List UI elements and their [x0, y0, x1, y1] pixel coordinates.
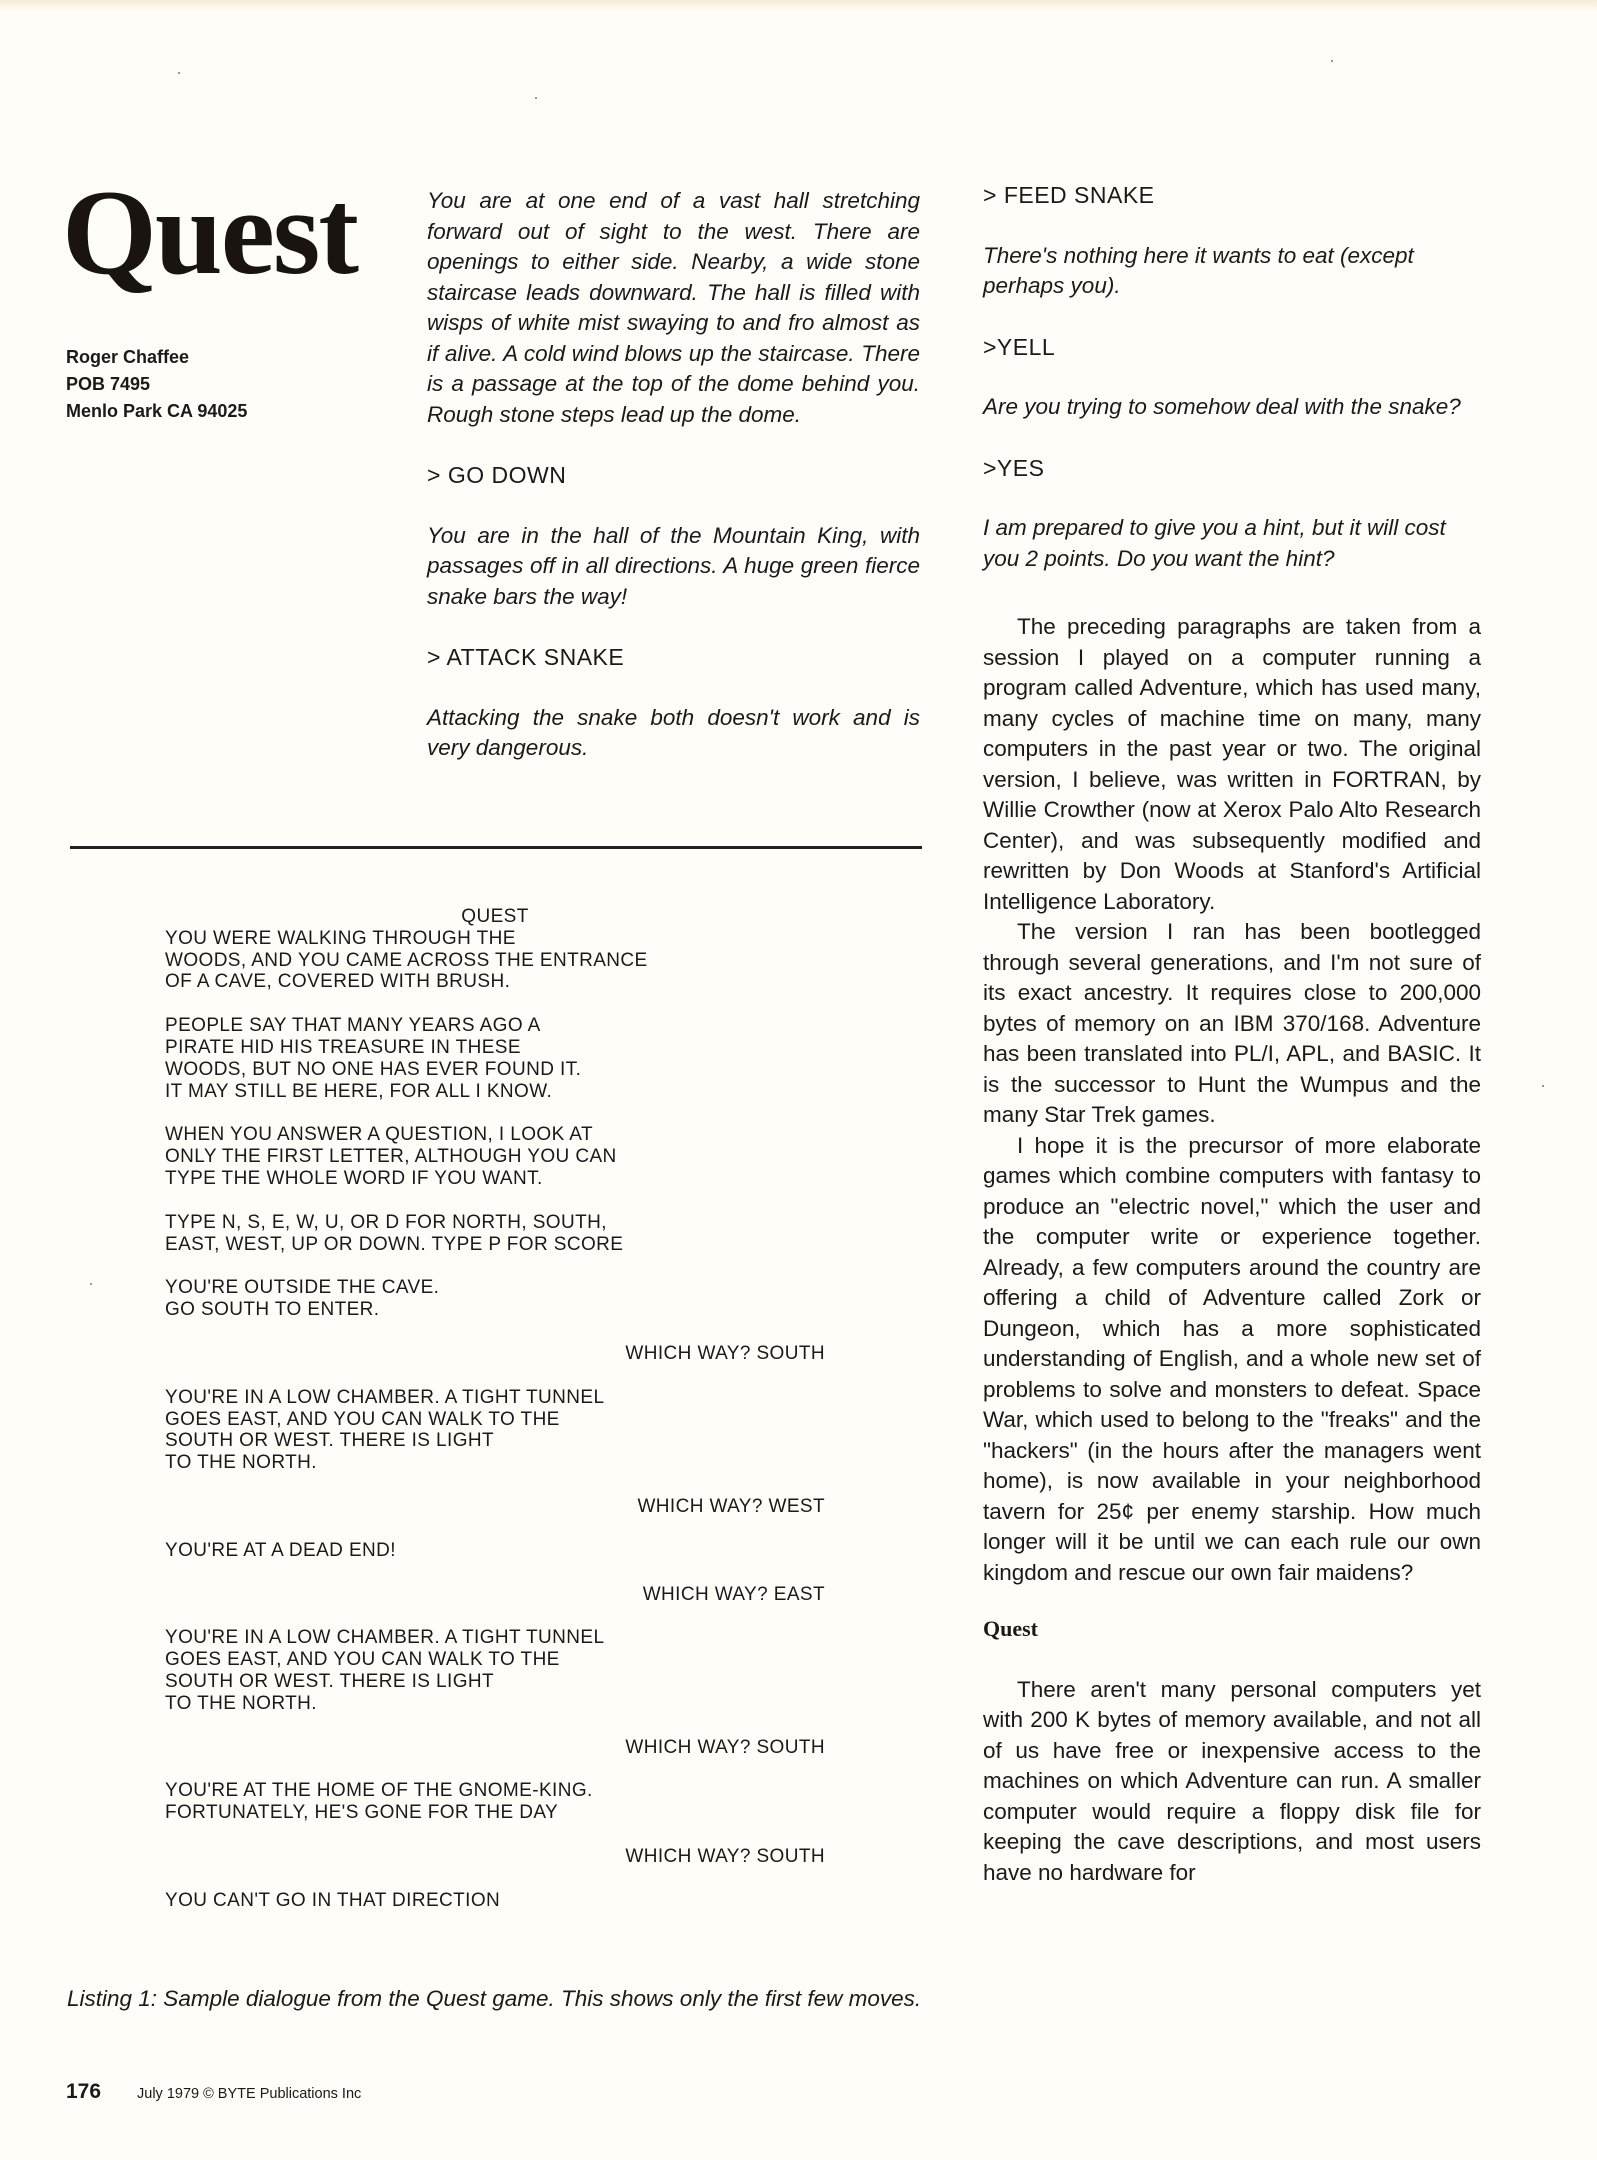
listing-line: TO THE NORTH.: [165, 1692, 317, 1714]
section-divider: [70, 846, 922, 849]
listing-block: [165, 1540, 825, 1562]
listing-title: QUEST: [461, 906, 529, 927]
listing-line: ONLY THE FIRST LETTER, ALTHOUGH YOU CAN: [165, 1146, 617, 1168]
game-command: >YES: [983, 454, 1045, 481]
listing-line: YOU WERE WALKING THROUGH THE: [165, 927, 516, 949]
print-speck: [90, 1283, 92, 1285]
listing-block: [165, 1627, 825, 1714]
game-response: You are in the hall of the Mountain King, with passages off in all directions. A huge green fierce snake bars the way!: [427, 522, 920, 609]
listing-line: GOES EAST, AND YOU CAN WALK TO THE: [165, 1649, 560, 1671]
listing-line: WHICH WAY? SOUTH: [625, 1342, 825, 1364]
game-command: > GO DOWN: [427, 462, 567, 488]
listing-line: WHICH WAY? SOUTH: [625, 1736, 825, 1758]
listing-line: YOU'RE AT A DEAD END!: [165, 1539, 396, 1561]
author-po-box: POB 7495: [66, 374, 151, 394]
right-dialogue: [983, 180, 1481, 574]
listing-prompt: [165, 1584, 825, 1606]
listing-prompt: [165, 1846, 825, 1868]
print-speck: [535, 97, 537, 99]
article-title: Quest: [62, 165, 357, 300]
listing-line: YOU'RE AT THE HOME OF THE GNOME-KING.: [165, 1780, 593, 1802]
print-speck: [1331, 60, 1333, 62]
article-paragraph: The version I ran has been bootlegged through several generations, and I'm not sure of its exact ancestry. It requires close to 200,000 bytes of memory on an IBM 370/168. Adventure has been translated into PL/I, APL, and BASIC. It is the successor to Hunt the Wumpus and the many Star Trek games.: [983, 919, 1481, 1127]
listing-line: EAST, WEST, UP OR DOWN. TYPE P FOR SCORE: [165, 1233, 624, 1255]
listing-line: YOU'RE OUTSIDE THE CAVE.: [165, 1277, 440, 1299]
listing-block: [165, 1890, 825, 1912]
game-response: I am prepared to give you a hint, but it will cost you 2 points. Do you want the hint?: [983, 515, 1446, 571]
listing-line: FORTUNATELY, HE'S GONE FOR THE DAY: [165, 1802, 559, 1824]
intro-dialogue-column: [427, 186, 920, 764]
listing-line: OF A CAVE, COVERED WITH BRUSH.: [165, 971, 511, 993]
listing-block: [165, 928, 825, 993]
listing-line: PEOPLE SAY THAT MANY YEARS AGO A: [165, 1015, 541, 1037]
listing-block: [165, 1277, 825, 1321]
listing-line: WHICH WAY? EAST: [642, 1583, 825, 1605]
game-response: You are at one end of a vast hall stretching forward out of sight to the west. There are openings to either side. Nearby, a wide stone staircase leads downward. The hall is filled with wisps of white mist swaying to and fro almost as if alive. A cold wind blows up the staircase. There is a passage at the top of the dome behind you. Rough stone steps lead up the dome.: [427, 188, 920, 427]
game-command: >YELL: [983, 333, 1056, 360]
listing-line: WHEN YOU ANSWER A QUESTION, I LOOK AT: [165, 1124, 593, 1146]
listing-prompt: [165, 1496, 825, 1518]
listing-line: WHICH WAY? WEST: [637, 1495, 825, 1517]
listing-line: YOU CAN'T GO IN THAT DIRECTION: [165, 1889, 501, 1911]
section-paragraph: There aren't many personal computers yet with 200 K bytes of memory available, and not all of us have free or inexpensive access to the machines on which Adventure can run. A smaller computer would require a floppy disk file for keeping the cave descriptions, and most users have no hardware for: [983, 1676, 1481, 1885]
listing-line: GOES EAST, AND YOU CAN WALK TO THE: [165, 1408, 560, 1430]
article-paragraph: The preceding paragraphs are taken from a session I played on a computer running a program called Adventure, which has used many, many cycles of machine time on many, many computers in the past year or two. The original version, I believe, was written in FORTRAN, by Willie Crowther (now at Xerox Palo Alto Research Center), and was subsequently modified and rewritten by Don Woods at Stanford's Artificial Intelligence Laboratory.: [983, 614, 1481, 914]
page-top-band: [0, 0, 1597, 12]
print-speck: [1542, 1085, 1544, 1087]
listing-line: YOU'RE IN A LOW CHAMBER. A TIGHT TUNNEL: [165, 1386, 605, 1408]
article-paragraph: I hope it is the precursor of more elaborate games which combine computers with fantasy to produce an "electric novel," which the user and the computer write or experience together. Already, a few computers around the country are offering a child of Adventure called Zork or Dungeon, which has a more sophisticated understanding of English, and a whole new set of problems to solve and monsters to defeat. Space War, which used to belong to the "freaks" and the "hackers" (in the hours after the managers went home), is now available in your neighborhood tavern for 25¢ per enemy starship. How much longer will it be until we can each rule our own kingdom and rescue our own fair maidens?: [983, 1132, 1481, 1585]
listing-block: [165, 1124, 825, 1189]
listing-line: WOODS, BUT NO ONE HAS EVER FOUND IT.: [165, 1058, 582, 1080]
author-block: [66, 344, 247, 425]
listing-prompt: [165, 1737, 825, 1759]
listing-line: PIRATE HID HIS TREASURE IN THESE: [165, 1036, 521, 1058]
game-response: Are you trying to somehow deal with the snake?: [983, 394, 1461, 419]
listing-line: TYPE N, S, E, W, U, OR D FOR NORTH, SOUTH,: [165, 1211, 607, 1233]
game-response: There's nothing here it wants to eat (except perhaps you).: [983, 242, 1414, 298]
section-heading: Quest: [983, 1616, 1038, 1641]
listing-blocks: [165, 928, 825, 1912]
listing-line: IT MAY STILL BE HERE, FOR ALL I KNOW.: [165, 1080, 553, 1102]
listing-prompt: [165, 1343, 825, 1365]
listing-line: TYPE THE WHOLE WORD IF YOU WANT.: [165, 1167, 543, 1189]
listing-line: WOODS, AND YOU CAME ACROSS THE ENTRANCE: [165, 949, 648, 971]
footer-credit: July 1979 © BYTE Publications Inc: [137, 2086, 362, 2102]
listing-line: TO THE NORTH.: [165, 1452, 317, 1474]
article-column: [983, 183, 1481, 1888]
listing-block: [165, 1780, 825, 1824]
author-name: Roger Chaffee: [66, 347, 190, 367]
listing-line: WHICH WAY? SOUTH: [625, 1845, 825, 1867]
listing-block: [165, 1387, 825, 1474]
listing-block: [165, 1015, 825, 1102]
game-command: > ATTACK SNAKE: [427, 644, 625, 670]
listing-line: GO SOUTH TO ENTER.: [165, 1299, 380, 1321]
listing-line: SOUTH OR WEST. THERE IS LIGHT: [165, 1670, 495, 1692]
listing-line: SOUTH OR WEST. THERE IS LIGHT: [165, 1430, 495, 1452]
author-city: Menlo Park CA 94025: [66, 401, 248, 421]
program-listing: [165, 906, 825, 1934]
listing-caption: Listing 1: Sample dialogue from the Quest game. This shows only the first few moves.: [67, 1986, 922, 2011]
print-speck: [178, 72, 180, 74]
listing-block: [165, 1212, 825, 1256]
listing-line: YOU'RE IN A LOW CHAMBER. A TIGHT TUNNEL: [165, 1627, 605, 1649]
game-command: > FEED SNAKE: [983, 182, 1155, 208]
game-response: Attacking the snake both doesn't work and is very dangerous.: [427, 704, 920, 760]
page-number: 176: [66, 2080, 102, 2103]
article-body: [983, 612, 1481, 1588]
